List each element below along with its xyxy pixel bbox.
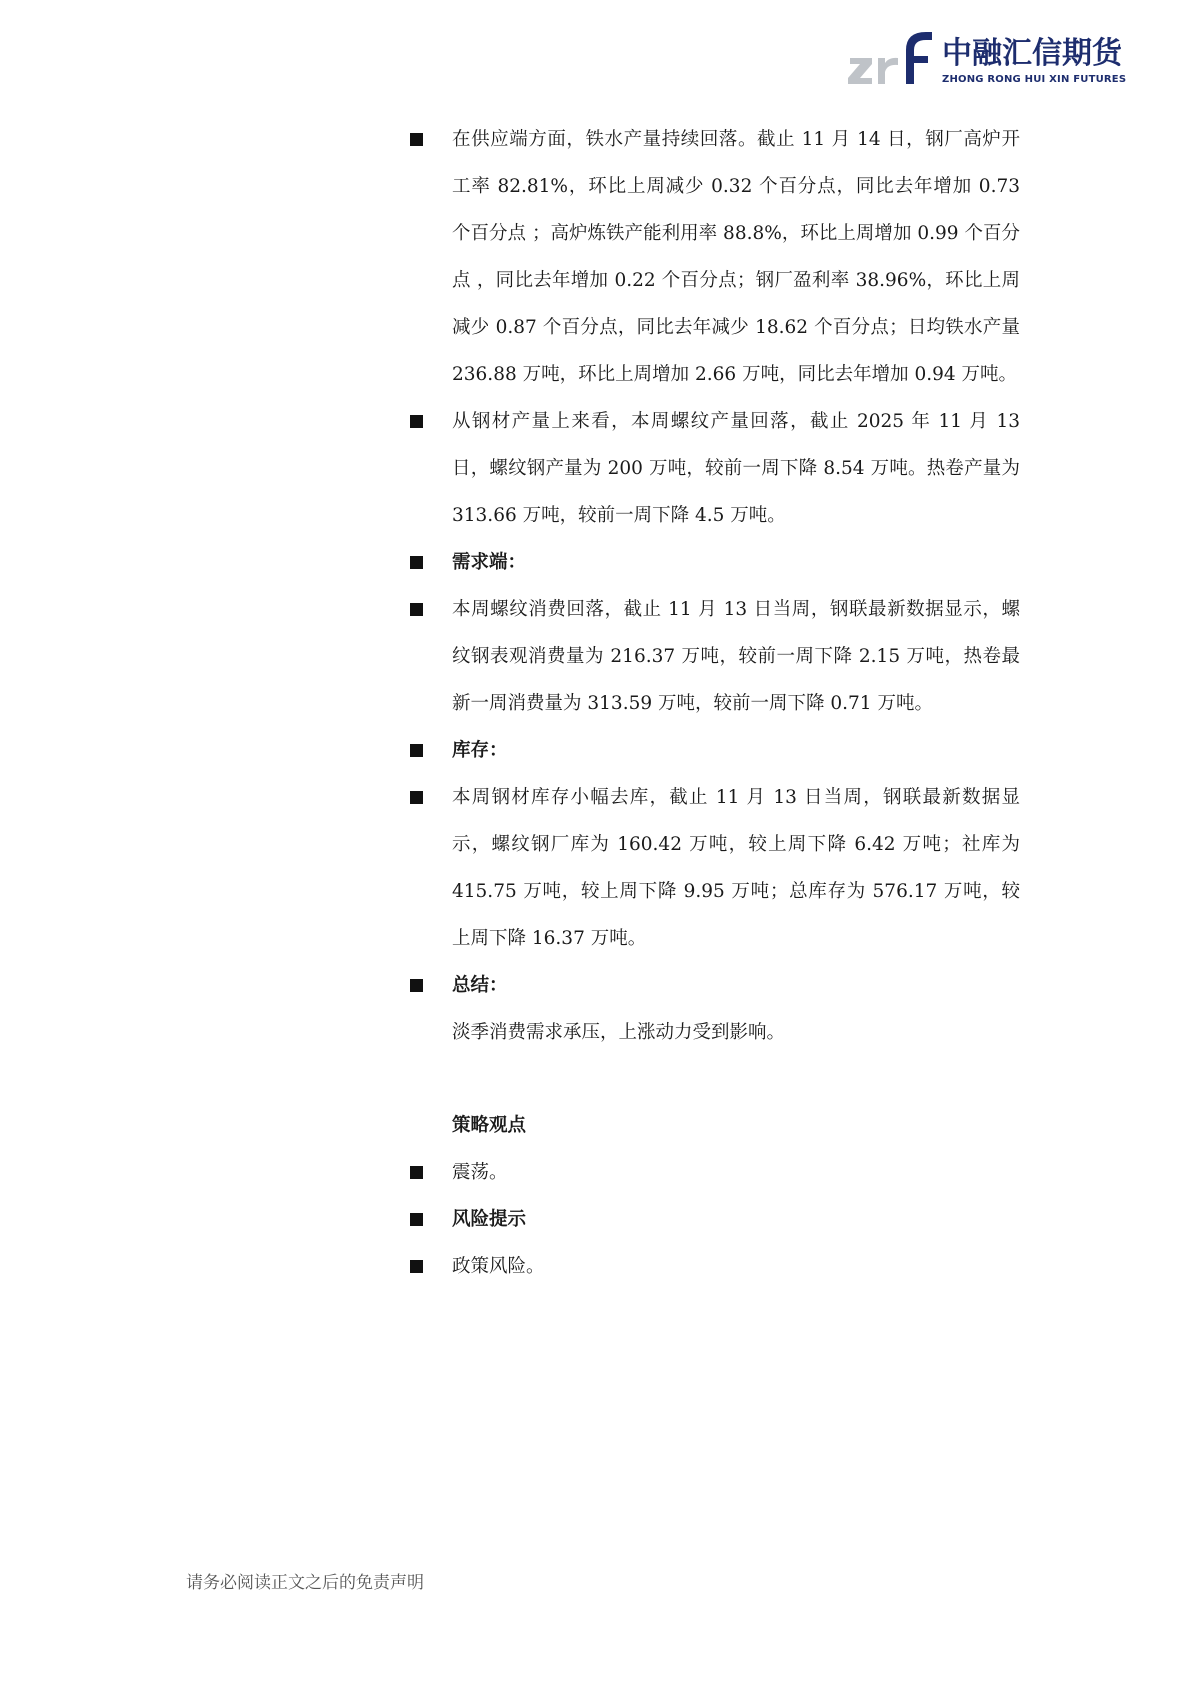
- paragraph-text: 本周螺纹消费回落，截止 11 月 13 日当周，钢联最新数据显示，螺纹钢表观消费量为 216.37 万吨，较前一周下降 2.15 万吨，热卷最新一周消费量为 313.59 万吨，较前一周下降 0.71 万吨。: [452, 599, 1020, 714]
- square-bullet-icon: [410, 133, 423, 146]
- zrf-logo-icon: [848, 28, 934, 88]
- inventory-heading: [410, 727, 1020, 774]
- summary-text: 淡季消费需求承压，上涨动力受到影响。: [452, 1022, 786, 1043]
- paragraph-text: 政策风险。: [452, 1256, 545, 1277]
- steel-output-paragraph: [410, 398, 1020, 539]
- square-bullet-icon: [410, 1213, 423, 1226]
- supply-paragraph: [410, 116, 1020, 398]
- section-heading: 需求端：: [452, 552, 527, 573]
- logo-english-name: ZHONG RONG HUI XIN FUTURES: [942, 74, 1127, 85]
- inventory-paragraph: [410, 774, 1020, 962]
- section-heading: 总结：: [452, 975, 508, 996]
- square-bullet-icon: [410, 556, 423, 569]
- square-bullet-icon: [410, 979, 423, 992]
- paragraph-text: 从钢材产量上来看，本周螺纹产量回落，截止 2025 年 11 月 13 日，螺纹钢产量为 200 万吨，较前一周下降 8.54 万吨。热卷产量为 313.66 万吨，较前一周下降 4.5 万吨。: [452, 411, 1020, 526]
- strategy-heading: 策略观点: [452, 1115, 527, 1136]
- demand-paragraph: [410, 586, 1020, 727]
- square-bullet-icon: [410, 1260, 423, 1273]
- disclaimer-footer: 请务必阅读正文之后的免责声明: [186, 1573, 424, 1593]
- square-bullet-icon: [410, 415, 423, 428]
- paragraph-text: 在供应端方面，铁水产量持续回落。截止 11 月 14 日，钢厂高炉开工率 82.81%，环比上周减少 0.32 个百分点，同比去年增加 0.73 个百分点 ；高炉炼铁产能利用率 88.8%，环比上周增加 0.99 个百分点 ，同比去年增加 0.22 个百分点；钢厂盈利率 38.96%，环比上周减少 0.87 个百分点，同比去年减少 18.62 个百分点；日均铁水产量 236.88 万吨，环比上周增加 2.66 万吨，同比去年增加 0.94 万吨。: [452, 129, 1020, 385]
- risk-heading: [410, 1196, 1020, 1243]
- square-bullet-icon: [410, 744, 423, 757]
- risk-text: [410, 1243, 1020, 1290]
- square-bullet-icon: [410, 791, 423, 804]
- section-heading: 风险提示: [452, 1209, 527, 1230]
- summary-heading: [410, 962, 1020, 1009]
- section-heading: 库存：: [452, 740, 508, 761]
- paragraph-text: 本周钢材库存小幅去库，截止 11 月 13 日当周，钢联最新数据显示，螺纹钢厂库为 160.42 万吨，较上周下降 6.42 万吨；社库为 415.75 万吨，较上周下降 9.95 万吨；总库存为 576.17 万吨，较上周下降 16.37 万吨。: [452, 787, 1020, 949]
- square-bullet-icon: [410, 1166, 423, 1179]
- logo-chinese-name: 中融汇信期货: [942, 36, 1122, 71]
- strategy-view: [410, 1149, 1020, 1196]
- square-bullet-icon: [410, 603, 423, 616]
- demand-heading: [410, 539, 1020, 586]
- paragraph-text: 震荡。: [452, 1162, 508, 1183]
- section-spacer: [410, 1056, 1020, 1102]
- report-body: [410, 116, 1020, 1290]
- company-logo: [848, 28, 1127, 88]
